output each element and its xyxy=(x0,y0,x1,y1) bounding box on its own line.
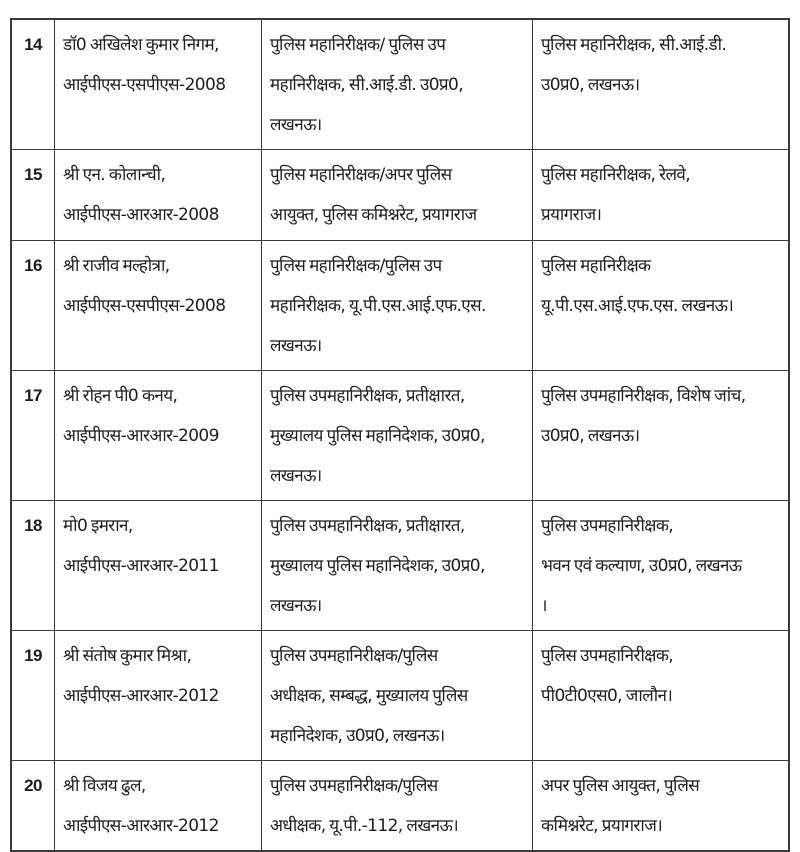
table-row xyxy=(11,631,789,761)
officer-name: श्री रोहन पी0 कनय, xyxy=(63,386,178,406)
serial-number-cell: 17 xyxy=(11,371,55,501)
new-posting-line: पुलिस उपमहानिरीक्षक, विशेष जांच, xyxy=(541,386,746,406)
current-posting-cell xyxy=(262,371,533,501)
new-posting-line: पी0टी0एस0, जालौन। xyxy=(541,686,673,706)
officer-name: श्री विजय ढुल, xyxy=(63,776,146,796)
current-posting-line: लखनऊ। xyxy=(270,596,322,616)
current-posting-line: पुलिस उपमहानिरीक्षक/पुलिस xyxy=(270,776,438,796)
current-posting-line: पुलिस महानिरीक्षक/ पुलिस उप xyxy=(270,35,446,55)
current-posting-cell xyxy=(262,761,533,852)
new-posting-cell xyxy=(533,761,790,852)
new-posting-cell xyxy=(533,631,790,761)
new-posting-cell xyxy=(533,19,790,150)
officer-name-cell xyxy=(55,19,262,150)
serial-number-cell: 20 xyxy=(11,761,55,852)
officer-service-batch: आईपीएस-एसपीएस-2008 xyxy=(63,75,226,95)
new-posting-line: उ0प्र0, लखनऊ। xyxy=(541,75,640,95)
current-posting-line: महानिरीक्षक, यू.पी.एस.आई.एफ.एस. xyxy=(270,296,486,316)
current-posting-line: आयुक्त, पुलिस कमिश्नरेट, प्रयागराज xyxy=(270,205,477,225)
current-posting-line: अधीक्षक, सम्बद्ध, मुख्यालय पुलिस xyxy=(270,686,468,706)
table-row xyxy=(11,150,789,241)
officer-name-cell xyxy=(55,631,262,761)
table-row xyxy=(11,19,789,150)
current-posting-line: पुलिस उपमहानिरीक्षक/पुलिस xyxy=(270,646,438,666)
current-posting-line: पुलिस उपमहानिरीक्षक, प्रतीक्षारत, xyxy=(270,516,465,536)
new-posting-cell xyxy=(533,371,790,501)
officer-name: श्री संतोष कुमार मिश्रा, xyxy=(63,646,192,666)
officer-name: मो0 इमरान, xyxy=(63,516,133,536)
table-row xyxy=(11,241,789,371)
officer-name-cell xyxy=(55,150,262,241)
serial-number-cell: 18 xyxy=(11,501,55,631)
new-posting-cell xyxy=(533,241,790,371)
current-posting-line: अधीक्षक, यू.पी.-112, लखनऊ। xyxy=(270,816,459,836)
current-posting-cell xyxy=(262,631,533,761)
current-posting-line: लखनऊ। xyxy=(270,115,322,135)
current-posting-line: लखनऊ। xyxy=(270,336,322,356)
current-posting-cell xyxy=(262,501,533,631)
officer-service-batch: आईपीएस-आरआर-2009 xyxy=(63,426,219,446)
new-posting-line: पुलिस महानिरीक्षक, सी.आई.डी. xyxy=(541,35,727,55)
table-row xyxy=(11,501,789,631)
officer-transfer-table xyxy=(10,18,790,852)
new-posting-line: प्रयागराज। xyxy=(541,205,602,225)
new-posting-cell xyxy=(533,150,790,241)
officer-service-batch: आईपीएस-एसपीएस-2008 xyxy=(63,296,226,316)
current-posting-cell xyxy=(262,241,533,371)
new-posting-line: भवन एवं कल्याण, उ0प्र0, लखनऊ xyxy=(541,556,742,576)
current-posting-line: पुलिस महानिरीक्षक/पुलिस उप xyxy=(270,256,442,276)
current-posting-line: लखनऊ। xyxy=(270,466,322,486)
new-posting-line: उ0प्र0, लखनऊ। xyxy=(541,426,640,446)
serial-number-cell: 15 xyxy=(11,150,55,241)
new-posting-line: अपर पुलिस आयुक्त, पुलिस xyxy=(541,776,700,796)
officer-name-cell xyxy=(55,761,262,852)
serial-number-cell: 16 xyxy=(11,241,55,371)
new-posting-line: पुलिस महानिरीक्षक, रेलवे, xyxy=(541,165,691,185)
current-posting-cell xyxy=(262,150,533,241)
officer-name: श्री एन. कोलान्ची, xyxy=(63,165,166,185)
officer-service-batch: आईपीएस-आरआर-2008 xyxy=(63,205,219,225)
current-posting-line: महानिदेशक, उ0प्र0, लखनऊ। xyxy=(270,726,445,746)
current-posting-line: पुलिस उपमहानिरीक्षक, प्रतीक्षारत, xyxy=(270,386,465,406)
officer-service-batch: आईपीएस-आरआर-2012 xyxy=(63,816,219,836)
officer-name: डॉ0 अखिलेश कुमार निगम, xyxy=(63,35,219,55)
current-posting-line: पुलिस महानिरीक्षक/अपर पुलिस xyxy=(270,165,452,185)
new-posting-line: यू.पी.एस.आई.एफ.एस. लखनऊ। xyxy=(541,296,734,316)
officer-name: श्री राजीव मल्होत्रा, xyxy=(63,256,170,276)
serial-number-cell: 14 xyxy=(11,19,55,150)
new-posting-line: पुलिस उपमहानिरीक्षक, xyxy=(541,516,674,536)
officer-name-cell xyxy=(55,241,262,371)
new-posting-line: । xyxy=(541,596,547,616)
current-posting-line: महानिरीक्षक, सी.आई.डी. उ0प्र0, xyxy=(270,75,463,95)
officer-service-batch: आईपीएस-आरआर-2011 xyxy=(63,556,219,576)
new-posting-line: पुलिस उपमहानिरीक्षक, xyxy=(541,646,674,666)
table-row xyxy=(11,761,789,852)
new-posting-line: पुलिस महानिरीक्षक xyxy=(541,256,651,276)
officer-service-batch: आईपीएस-आरआर-2012 xyxy=(63,686,219,706)
current-posting-line: मुख्यालय पुलिस महानिदेशक, उ0प्र0, xyxy=(270,556,485,576)
new-posting-cell xyxy=(533,501,790,631)
officer-name-cell xyxy=(55,371,262,501)
table-row xyxy=(11,371,789,501)
current-posting-line: मुख्यालय पुलिस महानिदेशक, उ0प्र0, xyxy=(270,426,485,446)
officer-name-cell xyxy=(55,501,262,631)
current-posting-cell xyxy=(262,19,533,150)
new-posting-line: कमिश्नरेट, प्रयागराज। xyxy=(541,816,663,836)
serial-number-cell: 19 xyxy=(11,631,55,761)
